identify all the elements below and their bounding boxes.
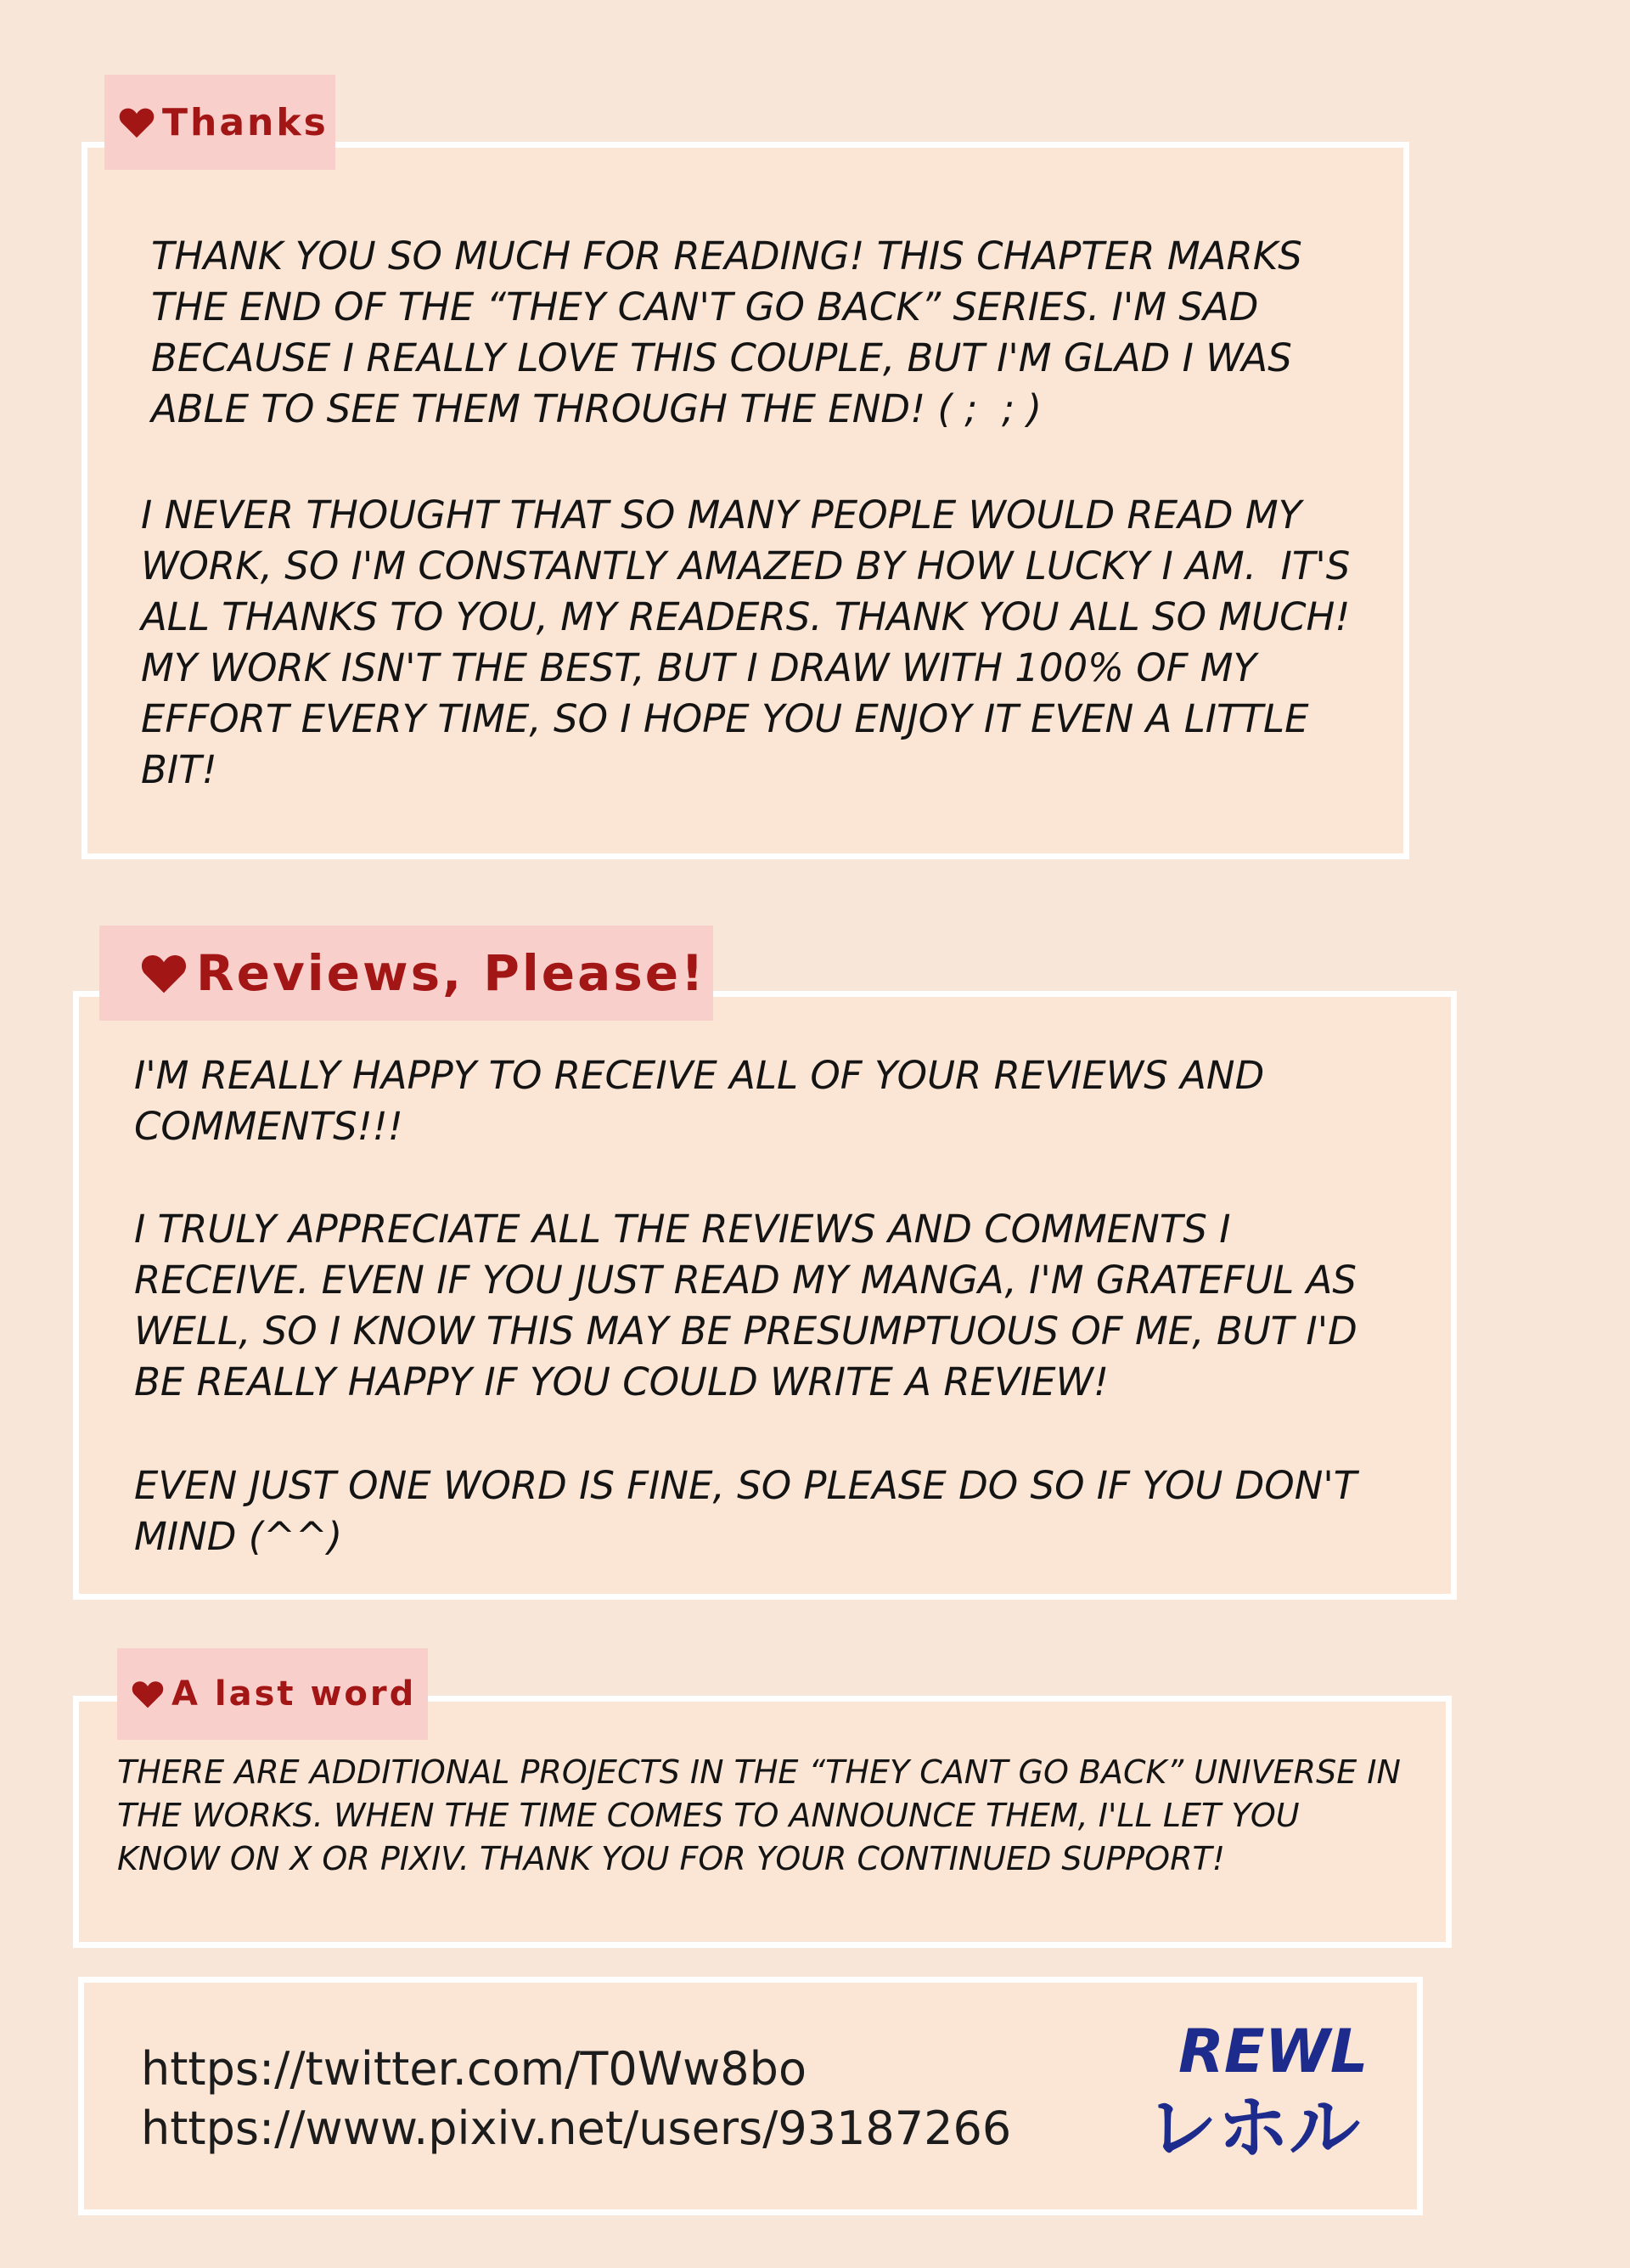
reviews-paragraph-3: EVEN JUST ONE WORD IS FINE, SO PLEASE DO SO IF YOU DON'T MIND (^^): [134, 1463, 1369, 1559]
thanks-paragraph-2: I NEVER THOUGHT THAT SO MANY PEOPLE WOULD READ MY WORK, SO I'M CONSTANTLY AMAZED BY HOW LUCKY I AM. IT'S ALL THANKS TO YOU, MY READERS. THANK YOU ALL SO MUCH! MY WORK ISN'T THE BEST, BUT I DRAW WITH 100% OF MY EFFORT EVERY TIME, SO I HOPE YOU ENJOY IT EVEN A LITTLE BIT!: [141, 492, 1363, 792]
signature: [1129, 2008, 1384, 2178]
heart-icon: [140, 951, 188, 995]
heart-icon: [118, 105, 155, 139]
last-word-header: [117, 1648, 428, 1740]
pixiv-link[interactable]: https://www.pixiv.net/users/93187266: [141, 2102, 1012, 2155]
signature-line-1: REWL: [1178, 2017, 1369, 2086]
reviews-paragraph-1: I'M REALLY HAPPY TO RECEIVE ALL OF YOUR REVIEWS AND COMMENTS!!!: [134, 1053, 1277, 1149]
reviews-header: [99, 926, 713, 1021]
reviews-title: Reviews, Please!: [196, 944, 706, 1002]
links-block: [141, 2040, 1011, 2158]
signature-line-2: レホル: [1146, 2086, 1361, 2170]
thanks-header: [104, 75, 335, 170]
last-word-title: A last word: [171, 1674, 417, 1714]
thanks-paragraph-1: THANK YOU SO MUCH FOR READING! THIS CHAPTER MARKS THE END OF THE “THEY CAN'T GO BACK” SERIES. I'M SAD BECAUSE I REALLY LOVE THIS COUPLE, BUT I'M GLAD I WAS ABLE TO SEE THEM THROUGH THE END! ( ; ; ): [151, 234, 1315, 431]
twitter-link[interactable]: https://twitter.com/T0Ww8bo: [141, 2042, 807, 2096]
thanks-title: Thanks: [162, 100, 329, 144]
heart-icon: [131, 1679, 165, 1709]
last-word-paragraph: THERE ARE ADDITIONAL PROJECTS IN THE “THEY CANT GO BACK” UNIVERSE IN THE WORKS. WHEN THE TIME COMES TO ANNOUNCE THEM, I'LL LET YOU KNOW ON X OR PIXIV. THANK YOU FOR YOUR CONTINUED SUPPORT!: [117, 1753, 1412, 1877]
reviews-paragraph-2: I TRULY APPRECIATE ALL THE REVIEWS AND COMMENTS I RECEIVE. EVEN IF YOU JUST READ MY MANGA, I'M GRATEFUL AS WELL, SO I KNOW THIS MAY BE PRESUMPTUOUS OF ME, BUT I'D BE REALLY HAPPY IF YOU COULD WRITE A REVIEW!: [134, 1207, 1370, 1404]
